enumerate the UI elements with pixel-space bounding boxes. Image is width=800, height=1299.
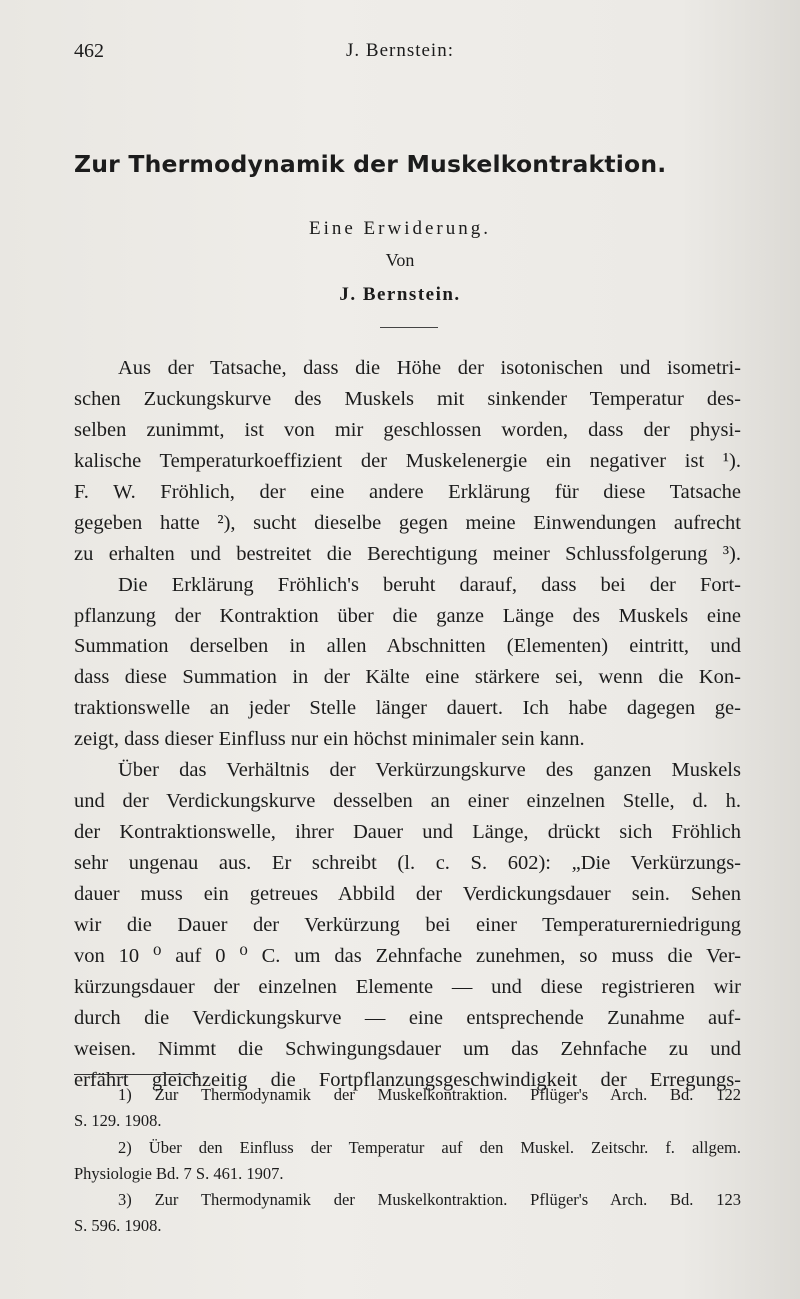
- footnote-line: 1) Zur Thermodynamik der Muskelkontraktion. Pflüger's Arch. Bd. 122: [118, 1085, 741, 1104]
- body-line: Summation derselben in allen Abschnitten (Elementen) eintritt, und: [74, 635, 741, 658]
- body-line: wir die Dauer der Verkürzung bei einer Temperaturerniedrigung: [74, 913, 741, 936]
- page-number: 462: [74, 40, 104, 62]
- body-line: F. W. Fröhlich, der eine andere Erklärung für diese Tatsache: [74, 480, 741, 503]
- body-line: schen Zuckungskurve des Muskels mit sinkender Temperatur des-: [74, 387, 741, 410]
- page-header: [74, 40, 740, 68]
- body-line: Aus der Tatsache, dass die Höhe der isotonischen und isometri-: [118, 357, 741, 379]
- body-line: zeigt, dass dieser Einfluss nur ein höchst minimaler sein kann.: [74, 728, 585, 751]
- body-line: von 10 ⁰ auf 0 ⁰ C. um das Zehnfache zunehmen, so muss die Ver-: [74, 944, 741, 967]
- body-line: traktionswelle an jeder Stelle länger dauert. Ich habe dagegen ge-: [74, 697, 741, 720]
- footnotes: [74, 1082, 741, 1240]
- body-line: gegeben hatte ²), sucht dieselbe gegen meine Einwendungen aufrecht: [74, 511, 741, 534]
- title-divider: [380, 327, 438, 328]
- body-line: weisen. Nimmt die Schwingungsdauer um das Zehnfache zu und: [74, 1037, 741, 1060]
- article-subtitle: Eine Erwiderung.: [308, 218, 491, 239]
- body-line: selben zunimmt, ist von mir geschlossen worden, dass der physi-: [74, 418, 741, 441]
- body-line: zu erhalten und bestreitet die Berechtigung meiner Schlussfolgerung ³).: [74, 542, 741, 565]
- footnote-line: S. 596. 1908.: [74, 1216, 162, 1236]
- footnote-line: S. 129. 1908.: [74, 1111, 162, 1131]
- body-line: und der Verdickungskurve desselben an einer einzelnen Stelle, d. h.: [74, 790, 741, 813]
- article-title: Zur Thermodynamik der Muskelkontraktion.: [74, 150, 667, 178]
- body-line: Die Erklärung Fröhlich's beruht darauf, dass bei der Fort-: [118, 573, 741, 596]
- article-author: J. Bernstein.: [339, 284, 461, 305]
- body-line: Über das Verhältnis der Verkürzungskurve des ganzen Muskels: [118, 759, 741, 782]
- body-line: sehr ungenau aus. Er schreibt (l. c. S. 602): „Die Verkürzungs-: [74, 852, 741, 874]
- body-line: pflanzung der Kontraktion über die ganze Länge des Muskels eine: [74, 604, 741, 627]
- footnote-line: 2) Über den Einfluss der Temperatur auf den Muskel. Zeitschr. f. allgem.: [118, 1137, 741, 1157]
- footnote-divider: [74, 1074, 198, 1075]
- body-text: [74, 353, 741, 1096]
- body-line: kalische Temperaturkoeffizient der Muskelenergie ein negativer ist ¹).: [74, 449, 741, 472]
- running-head: J. Bernstein:: [346, 40, 454, 61]
- body-line: kürzungsdauer der einzelnen Elemente — und diese registrieren wir: [74, 975, 741, 998]
- body-line: erfährt gleichzeitig die Fortpflanzungsgeschwindigkeit der Erregungs-: [74, 1068, 741, 1091]
- body-line: dass diese Summation in der Kälte eine stärkere sei, wenn die Kon-: [74, 666, 741, 689]
- byline-von: Von: [385, 250, 415, 270]
- footnote-line: 3) Zur Thermodynamik der Muskelkontraktion. Pflüger's Arch. Bd. 123: [118, 1190, 741, 1210]
- body-line: durch die Verdickungskurve — eine entsprechende Zunahme auf-: [74, 1006, 741, 1029]
- body-line: dauer muss ein getreues Abbild der Verdickungsdauer sein. Sehen: [74, 882, 741, 905]
- footnote-line: Physiologie Bd. 7 S. 461. 1907.: [74, 1163, 284, 1183]
- body-line: der Kontraktionswelle, ihrer Dauer und Länge, drückt sich Fröhlich: [74, 821, 741, 844]
